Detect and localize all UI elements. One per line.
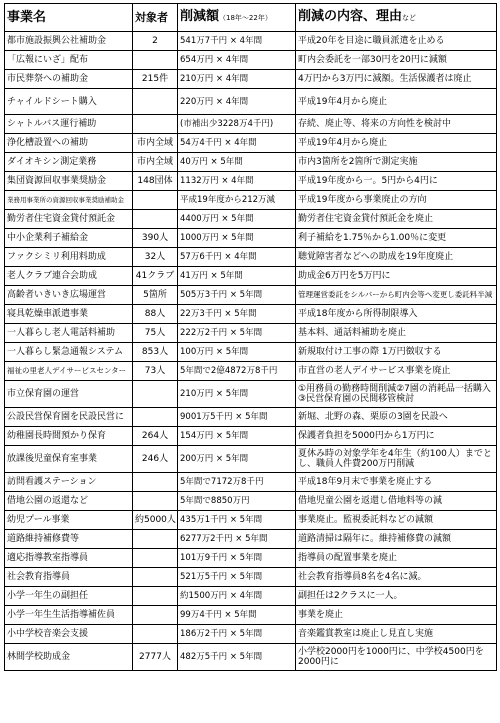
table-row (5, 381, 497, 408)
cell-amount: 220万円 × 4年間 (178, 89, 296, 115)
cell-target (133, 473, 178, 492)
cell-target (133, 408, 178, 427)
cell-amount: 541万7千円 × 4年間 (178, 32, 296, 51)
cell-name: 訪問看護ステーション (5, 473, 133, 492)
cell-name: 一人暮らし緊急通報システム (5, 343, 133, 362)
cell-amount: 1132万円 × 4年間 (178, 172, 296, 191)
cell-target: 約5000人 (133, 511, 178, 530)
cell-amount: 435万1千円 × 5年間 (178, 511, 296, 530)
table-row (5, 134, 497, 153)
cell-amount: 1000万円 × 5年間 (178, 229, 296, 248)
cell-amount: 482万5千円 × 5年間 (178, 644, 296, 671)
table-row (5, 343, 497, 362)
cell-target: 2 (133, 32, 178, 51)
cell-amount: 210万円 × 5年間 (178, 381, 296, 408)
cell-reason: 市内3箇所を2箇所で測定実施 (296, 153, 497, 172)
cell-reason: 勤労者住宅資金貸付預託金を廃止 (296, 210, 497, 229)
cell-name: 一人暮らし老人電話料補助 (5, 324, 133, 343)
table-row (5, 568, 497, 587)
table-row (5, 530, 497, 549)
cell-name: 福祉の里老人デイサービスセンター (5, 362, 133, 381)
cell-target: 75人 (133, 324, 178, 343)
cell-amount: 505万3千円 × 5年間 (178, 286, 296, 305)
table-row (5, 153, 497, 172)
table-row (5, 644, 497, 671)
table-row (5, 267, 497, 286)
cell-name: 公設民営保育園を民設民営に (5, 408, 133, 427)
cell-amount: 9001万5千円 × 5年間 (178, 408, 296, 427)
cell-amount: 222万2千円 × 5年間 (178, 324, 296, 343)
table-row (5, 473, 497, 492)
cell-target: 390人 (133, 229, 178, 248)
table-row (5, 210, 497, 229)
cell-name: 浄化槽設置への補助 (5, 134, 133, 153)
cell-target: 5箇所 (133, 286, 178, 305)
cell-name: 適応指導教室指導員 (5, 549, 133, 568)
cell-reason: 平成18年度から所得制限導入 (296, 305, 497, 324)
cell-reason: 平成19年4月から廃止 (296, 134, 497, 153)
cell-amount: 平成19年度から212万減 (178, 191, 296, 210)
cell-target: 41クラブ (133, 267, 178, 286)
cell-reason: 利子補給を1.75％から1.00％に変更 (296, 229, 497, 248)
cell-name: 業務用事業所の資源回収事業奨励補助金 (5, 191, 133, 210)
cell-reason: 指導員の配置事業を廃止 (296, 549, 497, 568)
cell-name: 林間学校助成金 (5, 644, 133, 671)
cell-reason: 聴覚障害者などへの助成を19年度廃止 (296, 248, 497, 267)
cell-name: 幼児プール事業 (5, 511, 133, 530)
cell-name: ダイオキシン測定業務 (5, 153, 133, 172)
cell-reason: 新堀、北野の森、栗原の3園を民設へ (296, 408, 497, 427)
cell-name: 集団資源回収事業奨励金 (5, 172, 133, 191)
table-row (5, 229, 497, 248)
cell-reason: 平成19年度から一。5円から4円に (296, 172, 497, 191)
cell-name: 「広報にいざ」配布 (5, 51, 133, 70)
cell-target: 88人 (133, 305, 178, 324)
header-reason: 削減の内容、理由など (296, 4, 497, 32)
cell-name: 老人クラブ連合会助成 (5, 267, 133, 286)
cell-amount: 5年間で8850万円 (178, 492, 296, 511)
cell-amount: 99万4千円 × 5年間 (178, 606, 296, 625)
cell-amount: 654万円 × 4年間 (178, 51, 296, 70)
cell-target: 853人 (133, 343, 178, 362)
cell-reason: 基本料、通話料補助を廃止 (296, 324, 497, 343)
cell-target: 215件 (133, 70, 178, 89)
cell-target (133, 89, 178, 115)
cell-amount: 41万円 × 5年間 (178, 267, 296, 286)
table-row (5, 549, 497, 568)
cell-reason: 存続、廃止等、将来の方向性を検討中 (296, 115, 497, 134)
cell-reason: 小学校2000円を1000円に、中学校4500円を2000円に (296, 644, 497, 671)
cell-target (133, 51, 178, 70)
cell-name: 都市施設振興公社補助金 (5, 32, 133, 51)
cell-reason: ①用務員の勤務時間削減②7園の消耗品一括購入③民営保育園の民間移管検討 (296, 381, 497, 408)
cell-amount: 54万4千円 × 4年間 (178, 134, 296, 153)
table-body (5, 32, 497, 671)
table-row (5, 427, 497, 446)
cell-target: 73人 (133, 362, 178, 381)
cell-name: 市民葬祭への補助金 (5, 70, 133, 89)
cell-amount: 4400万円 × 5年間 (178, 210, 296, 229)
cell-target (133, 606, 178, 625)
cell-amount: 5年間で2億4872万8千円 (178, 362, 296, 381)
cell-reason: 新規取付け工事の際 1万円徴収する (296, 343, 497, 362)
cell-target (133, 381, 178, 408)
cell-target (133, 115, 178, 134)
table-row (5, 32, 497, 51)
cell-target: 32人 (133, 248, 178, 267)
cell-target (133, 587, 178, 606)
cell-name: 市立保育園の運営 (5, 381, 133, 408)
table-row (5, 625, 497, 644)
cell-reason: 事業を廃止 (296, 606, 497, 625)
cell-reason: 平成18年9月末で事業を廃止する (296, 473, 497, 492)
cell-reason: 副担任は2クラスに一人。 (296, 587, 497, 606)
cell-amount: 57万6千円 × 4年間 (178, 248, 296, 267)
cell-target (133, 625, 178, 644)
cell-reason: 道路清掃は隔年に。維持補修費の減額 (296, 530, 497, 549)
table-row (5, 70, 497, 89)
cell-target (133, 568, 178, 587)
cell-reason: 市直営の老人デイサービス事業を廃止 (296, 362, 497, 381)
table-row (5, 606, 497, 625)
cell-reason: 平成19年4月から廃止 (296, 89, 497, 115)
reduction-table (4, 3, 497, 671)
cell-reason: 町内会委託を一部30円を20円に減額 (296, 51, 497, 70)
cell-amount: 40万円 × 5年間 (178, 153, 296, 172)
cell-amount: 101万9千円 × 5年間 (178, 549, 296, 568)
cell-amount: 154万円 × 5年間 (178, 427, 296, 446)
cell-amount: 186万2千円 × 5年間 (178, 625, 296, 644)
table-row (5, 324, 497, 343)
cell-amount: 約1500万円 × 4年間 (178, 587, 296, 606)
header-amount: 削減額（18年～22年） (178, 4, 296, 32)
cell-amount: 210万円 × 4年間 (178, 70, 296, 89)
cell-target (133, 210, 178, 229)
cell-reason: 平成19年度から事業廃止の方向 (296, 191, 497, 210)
cell-target: 148団体 (133, 172, 178, 191)
cell-reason: 保護者負担を5000円から1万円に (296, 427, 497, 446)
header-name: 事業名 (5, 4, 133, 32)
table-row (5, 248, 497, 267)
table-row (5, 305, 497, 324)
table-row (5, 511, 497, 530)
cell-name: 勤労者住宅資金貸付預託金 (5, 210, 133, 229)
cell-reason: 借地児童公園を返還し借地料等の減 (296, 492, 497, 511)
cell-target: 246人 (133, 446, 178, 473)
table-row (5, 172, 497, 191)
table-row (5, 408, 497, 427)
cell-name: 高齢者いきいき広場運営 (5, 286, 133, 305)
cell-amount: 6277万2千円 × 5年間 (178, 530, 296, 549)
table-row (5, 587, 497, 606)
table-row (5, 89, 497, 115)
cell-target (133, 191, 178, 210)
cell-amount: 521万5千円 × 5年間 (178, 568, 296, 587)
cell-name: 中小企業利子補給金 (5, 229, 133, 248)
cell-reason: 4万円から3万円に減額。生活保護者は廃止 (296, 70, 497, 89)
cell-reason: 管理運営委託をシルバーから町内会等へ変更し委託料半減 (296, 286, 497, 305)
cell-amount: (市補出少3228万4千円) (178, 115, 296, 134)
cell-target: 市内全域 (133, 153, 178, 172)
cell-amount: 5年間で7172万8千円 (178, 473, 296, 492)
cell-name: 放課後児童保育室事業 (5, 446, 133, 473)
cell-reason: 音楽鑑賞教室は廃止し見直し実施 (296, 625, 497, 644)
cell-reason: 夏休み時の対象学年を4年生（約100人）までとし、職員人件費200万円削減 (296, 446, 497, 473)
cell-name: 借地公園の返還など (5, 492, 133, 511)
cell-name: チャイルドシート購入 (5, 89, 133, 115)
cell-name: ファクシミリ利用料助成 (5, 248, 133, 267)
cell-name: 幼稚園長時間預かり保育 (5, 427, 133, 446)
cell-target (133, 530, 178, 549)
cell-target: 2777人 (133, 644, 178, 671)
cell-name: 社会教育指導員 (5, 568, 133, 587)
table-row (5, 492, 497, 511)
cell-name: 小学一年生の副担任 (5, 587, 133, 606)
table-header-row (5, 4, 497, 32)
cell-amount: 22万3千円 × 5年間 (178, 305, 296, 324)
cell-name: 小中学校音楽会支援 (5, 625, 133, 644)
cell-target (133, 492, 178, 511)
table-row (5, 446, 497, 473)
cell-amount: 100万円 × 5年間 (178, 343, 296, 362)
table-row (5, 191, 497, 210)
cell-reason: 社会教育指導員8名を4名に減。 (296, 568, 497, 587)
header-target: 対象者 (133, 4, 178, 32)
table-row (5, 362, 497, 381)
cell-target (133, 549, 178, 568)
cell-target: 264人 (133, 427, 178, 446)
cell-amount: 200万円 × 5年間 (178, 446, 296, 473)
cell-target: 市内全域 (133, 134, 178, 153)
table-row (5, 115, 497, 134)
cell-reason: 事業廃止。監視委託料などの減額 (296, 511, 497, 530)
cell-name: 寝具乾燥車派遣事業 (5, 305, 133, 324)
table-row (5, 286, 497, 305)
cell-name: 小学一年生生活指導補佐員 (5, 606, 133, 625)
cell-reason: 助成金6万円を5万円に (296, 267, 497, 286)
cell-name: 道路維持補修費等 (5, 530, 133, 549)
table-row (5, 51, 497, 70)
cell-name: シャトルバス運行補助 (5, 115, 133, 134)
cell-reason: 平成20年を目途に職員派遣を止める (296, 32, 497, 51)
